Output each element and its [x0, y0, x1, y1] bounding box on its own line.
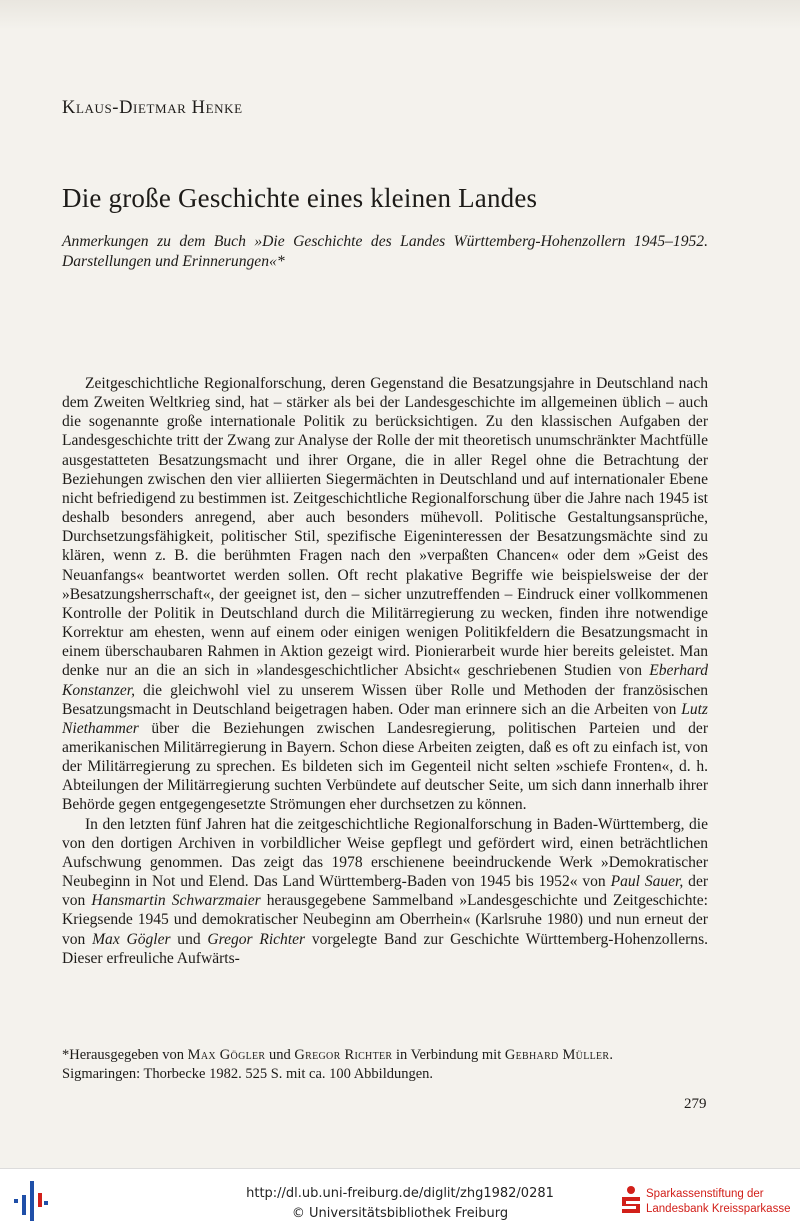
paragraph-2-text-b: der von [62, 873, 709, 910]
page-edge-shadow [0, 0, 800, 30]
article-title: Die große Geschichte eines kleinen Landes [62, 183, 538, 213]
author-name: Klaus-Dietmar Henke [62, 98, 243, 118]
sponsor-line-1: Sparkassenstiftung der [646, 1188, 764, 1200]
paragraph-1-text-a: Zeitgeschichtliche Regionalforschung, deren Gegenstand die Besatzungsjahre in Deutschland nach dem Zweiten Weltkrieg sind, hat – stärker als bei der Landesgeschichte im allgemeinen üblich – auch die sogenannte große internationale Politik zu berücksichtigen. Zu den klassischen Aufgaben der Landesgeschichte tritt der Zwang zur Analyse der Rolle der mit theoretisch unumschränkter Machtfülle ausgestatteten Besatzungsmacht und ihrer Organe, die in aller Regel ohne die Betrachtung der Beziehungen zwischen den vier alliierten Siegermächten in Deutschland und auf internationaler Ebene nicht befriedigend zu bestimmen ist. Zeitgeschichtliche Regionalforschung über die Jahre nach 1945 ist deshalb besonders anregend, aber auch besonders mühevoll. Politische Gestaltungsansprüche, Durchsetzungsfähigkeit, politischer Stil, spezifische Eigeninteressen der Besatzungsmächte sind zu klären, wenn z. B. die berühmten Fragen nach den »verpaßten Chancen« oder dem »Geist des Neuanfangs« beantwortet werden sollen. Oft recht plakative Begriffe wie beispielsweise der der »Besatzungsherrschaft«, der geeignet ist, den – sicher unzutreffenden – Eindruck einer vollkommenen Kontrolle der Politik in Deutschland durch die Militärregierung zu wecken, finden ihre notwendige Korrektur am ehesten, wenn auf einem oder einigen wenigen Politikfeldern die Besatzungsmacht in einem überschaubaren Rahmen in Aktion gezeigt wird. Pionierarbeit wurde hier bereits geleistet. Man denke nur an die an sich in »landesgeschichtlicher Absicht« geschriebenen Studien von [62, 375, 708, 680]
page-number: 279 [684, 1096, 707, 1112]
paragraph-1 [62, 374, 708, 815]
paragraph-1-text-b: die gleichwohl viel zu unserem Wissen über Rolle und Methoden der französischen Besatzungsmacht in Deutschland beigetragen haben. Oder man erinnere sich an die Arbeiten von [62, 681, 708, 718]
footnote-line-1 [62, 1046, 708, 1065]
person-name: Hansmartin Schwarzmaier [91, 892, 261, 910]
sponsor-line-2: Landesbank Kreissparkasse [646, 1203, 791, 1215]
paragraph-2 [62, 815, 708, 968]
article-subtitle: Anmerkungen zu dem Buch »Die Geschichte des Landes Württemberg-Hohenzollern 1945–1952. Darstellungen und Erinnerungen«* [62, 233, 708, 270]
editor-name: Gregor Richter [294, 1047, 393, 1063]
paragraph-2-text-d: und [177, 930, 201, 948]
footnote-mid: in Verbindung mit [395, 1047, 502, 1063]
paragraph-2-text-e: vorgelegte Band zur Geschichte Württemberg-Hohenzollerns. Dieser erfreuliche Aufwärts- [62, 930, 709, 967]
sparkasse-logo-icon [620, 1185, 642, 1215]
footnote-and: und [269, 1047, 291, 1063]
person-name: Eberhard Konstanzer, [62, 662, 708, 699]
article-body [62, 374, 708, 968]
paragraph-2-text-c: herausgegebene Sammelband »Landesgeschichte und Zeitgeschichte: Kriegsende 1945 und demokratischer Neubeginn am Oberrhein« (Karlsruhe 1980) und nun erneut der von [62, 892, 709, 948]
person-name: Max Gögler [92, 930, 171, 948]
viewer-footer [0, 1168, 800, 1227]
collaborator-name: Gebhard Müller. [504, 1047, 614, 1063]
paragraph-2-text-a: In den letzten fünf Jahren hat die zeitgeschichtliche Regionalforschung in Baden-Württemberg, die von den dortigen Archiven in vorbildlicher Weise gepflegt und gefördert wird, einen beträchtlichen Aufschwung genommen. Das zeigt das 1978 erschienene beeindruckende Werk »Demokratischer Neubeginn in Not und Elend. Das Land Württemberg-Baden von 1945 bis 1952« von [62, 815, 708, 891]
sponsor-block [620, 1183, 798, 1223]
person-name: Paul Sauer, [610, 873, 684, 891]
permalink-url[interactable]: http://dl.ub.uni-freiburg.de/diglit/zhg1982/0281 [246, 1186, 554, 1201]
person-name: Gregor Richter [207, 930, 306, 948]
person-name: Lutz Niethammer [62, 700, 708, 737]
editor-name: Max Gögler [187, 1047, 266, 1063]
footnote-line-2: Sigmaringen: Thorbecke 1982. 525 S. mit ca. 100 Abbildungen. [62, 1066, 434, 1082]
footnote [62, 1046, 708, 1084]
sponsor-text [646, 1187, 790, 1217]
copyright-notice: © Universitätsbibliothek Freiburg [291, 1206, 509, 1221]
footnote-prefix: *Herausgegeben von [62, 1047, 184, 1063]
paragraph-1-text-c: über die Beziehungen zwischen Landesregierung, politischen Parteien und der amerikanischen Militärregierung in Bayern. Schon diese Arbeiten zeigten, daß es oft zu einfach ist, von der Militärregierung zu sprechen. Es bildeten sich im Gegenteil nicht selten »schiefe Fronten«, d. h. Abteilungen der Militärregierung suchten Verbündete auf deutscher Seite, um sich dann innerhalb ihrer Behörde gegen entgegengesetzte Strömungen eher durchsetzen zu können. [62, 719, 708, 814]
